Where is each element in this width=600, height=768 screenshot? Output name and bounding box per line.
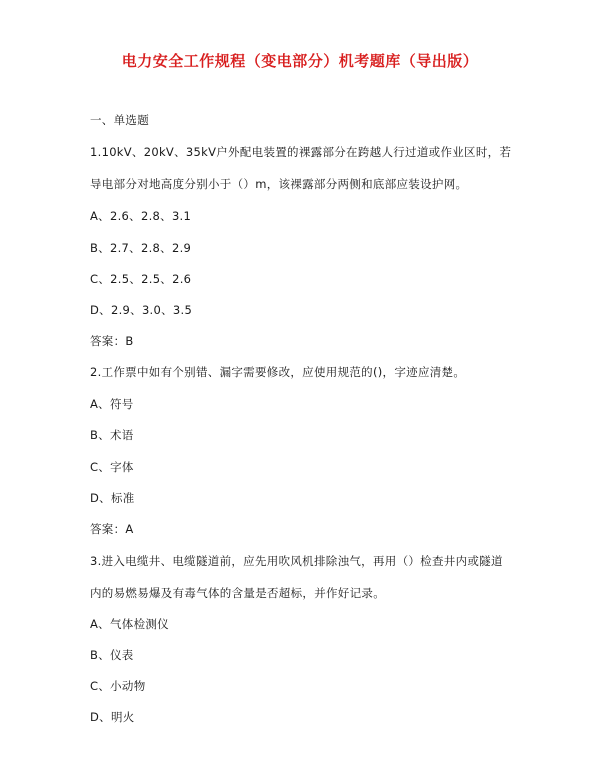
question-1-stem-line-2: 导电部分对地高度分别小于（）m，该裸露部分两侧和底部应装设护网。: [90, 177, 468, 191]
question-3-stem-line-1: 3.进入电缆井、电缆隧道前，应先用吹风机排除浊气，再用（）检查井内或隧道: [90, 554, 503, 568]
question-1-option-a: A、2.6、2.8、3.1: [90, 209, 192, 223]
question-1-stem-line-1: 1.10kV、20kV、35kV户外配电装置的裸露部分在跨越人行过道或作业区时，若: [90, 145, 512, 159]
question-2-option-a: A、符号: [90, 397, 134, 411]
question-1-option-d: D、2.9、3.0、3.5: [90, 303, 193, 317]
question-2-answer: 答案：A: [90, 522, 134, 536]
question-2-option-c: C、字体: [90, 460, 134, 474]
question-1-option-b: B、2.7、2.8、2.9: [90, 241, 192, 255]
question-3-option-b: B、仪表: [90, 648, 134, 662]
question-3-stem-line-2: 内的易燃易爆及有毒气体的含量是否超标，并作好记录。: [90, 586, 385, 600]
question-2-option-b: B、术语: [90, 428, 134, 442]
question-3-option-d: D、明火: [90, 710, 135, 724]
question-2-stem-line-1: 2.工作票中如有个别错、漏字需要修改，应使用规范的()，字迹应清楚。: [90, 365, 466, 379]
question-3-option-c: C、小动物: [90, 679, 146, 693]
section-heading: 一、单选题: [90, 113, 149, 127]
question-1-option-c: C、2.5、2.5、2.6: [90, 272, 192, 286]
question-3-option-a: A、气体检测仪: [90, 617, 169, 631]
question-2-option-d: D、标准: [90, 491, 135, 505]
document-title: 电力安全工作规程（变电部分）机考题库（导出版）: [121, 52, 479, 70]
question-1-answer: 答案：B: [90, 334, 134, 348]
